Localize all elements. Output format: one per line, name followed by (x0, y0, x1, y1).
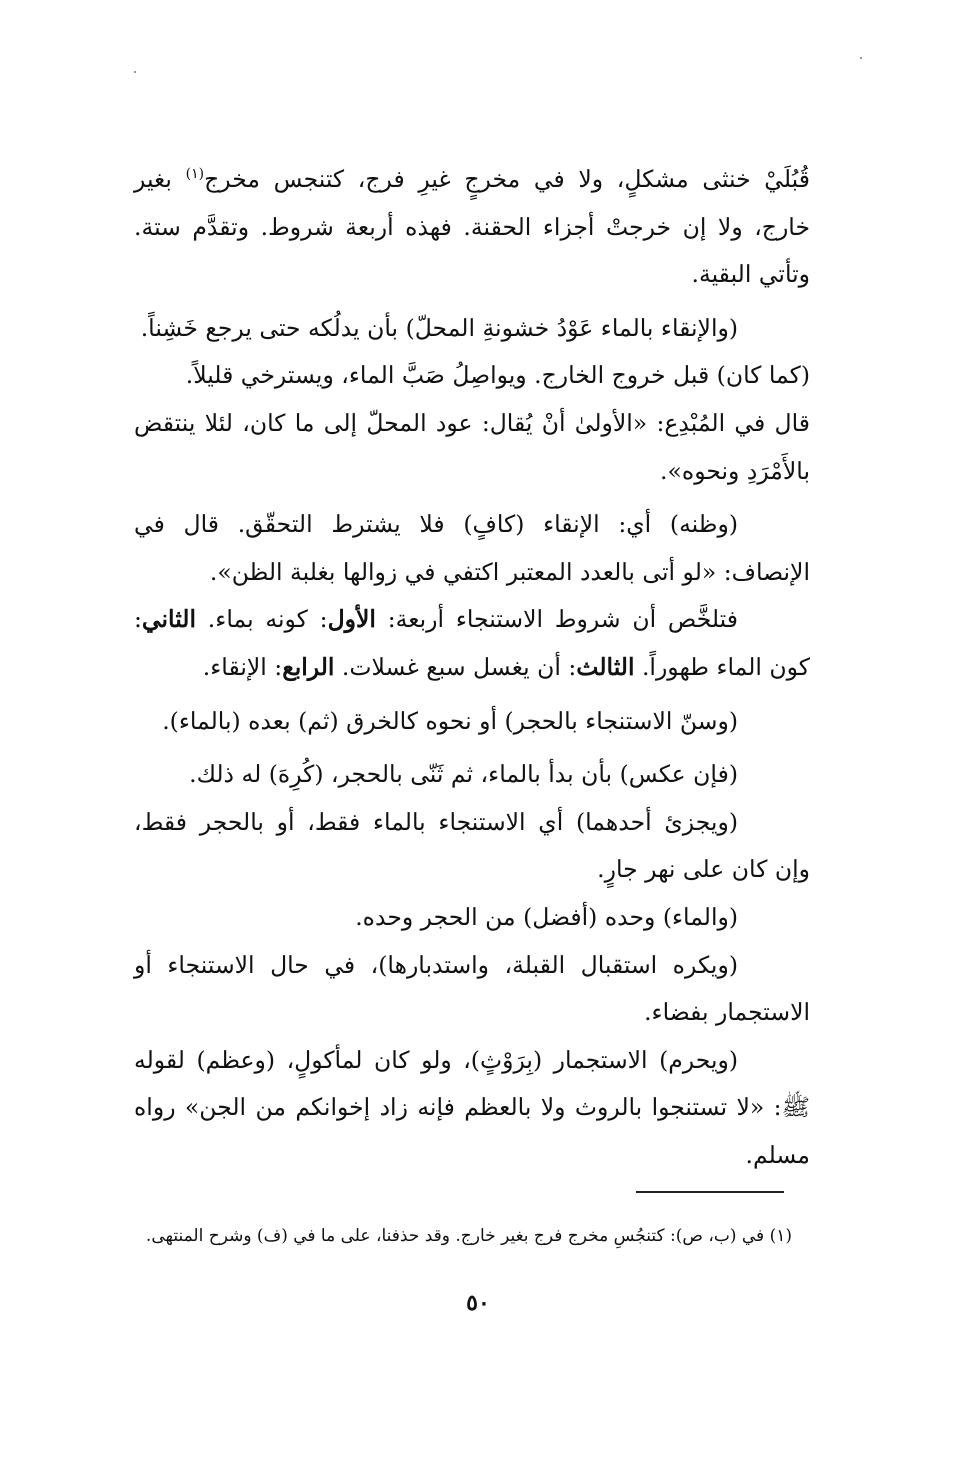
paragraph (134, 352, 810, 400)
paragraph-text: فتلخَّص أن شروط الاستنجاء أربعة: (375, 605, 738, 634)
footnote-reference: (١) (185, 166, 205, 183)
main-text (134, 156, 810, 1179)
paragraph-text: : كون الماء طهوراً. (134, 605, 810, 681)
paragraph-text: (ويحرم) الاستجمار (بِرَوْثٍ)، ولو كان لمأكولٍ، (وعظم) لقوله ﷺ: «لا تستنجوا بالروث ولا بالعظم فإنه زاد إخوانكم من الجن» رواه مسلم. (134, 1045, 810, 1169)
paragraph-text: قال في المُبْدِع: «الأولىٰ أنْ يُقال: عود المحلّ إلى ما كان، لئلا ينتقض بالأَمْرَدِ ونحوه». (134, 408, 810, 485)
paragraph-text: (وسنّ الاستنجاء بالحجر) أو نحوه كالخرق (ثم) بعده (بالماء). (162, 706, 738, 735)
paragraph-text: : أن يغسل سبع غسلات. (334, 652, 577, 681)
paragraph (134, 1037, 810, 1180)
paragraph-continuation (134, 156, 810, 299)
paragraph-text: بغير خارج، ولا إن خرجتْ أجزاء الحقنة. فهذه أربعة شروط. وتقدَّم ستة. وتأتي البقية. (134, 165, 810, 289)
paragraph-text: (فإن عكس) بأن بدأ بالماء، ثم ثَنّى بالحجر، (كُرِهَ) له ذلك. (189, 760, 738, 789)
paragraph-text: : كونه بماء. (196, 605, 328, 634)
paragraph (134, 894, 810, 942)
footnote: (١) في (ب، ص): كتنجُسِ مخرج فرج بغير خارج. وقد حذفنا، على ما في (ف) وشرح المنتهى. (145, 1226, 792, 1246)
page-number: ٥٠ (466, 1290, 490, 1316)
paragraph-text: : الإنقاء. (202, 652, 283, 681)
paragraph-text: (كما كان) قبل خروج الخارج. ويواصِلُ صَبَّ الماء، ويسترخي قليلاً. (185, 361, 810, 390)
bold-term: الثالث (576, 652, 635, 681)
paragraph-text: (ويكره استقبال القبلة، واستدبارها)، في حال الاستنجاء أو الاستجمار بفضاء. (134, 950, 810, 1027)
paragraph-text: (ويجزئ أحدهما) أي الاستنجاء بالماء فقط، أو بالحجر فقط، وإن كان على نهر جارٍ. (134, 807, 810, 884)
footnote-separator (636, 1191, 784, 1193)
paragraph-text: قُبُلَيْ خنثى مشكلٍ، ولا في مخرجٍ غيرِ فرج، كتنجس مخرج (204, 165, 810, 193)
paragraph-text: (وظنه) أي: الإنقاء (كافٍ) فلا يشترط التحقّق. قال في الإنصاف: «لو أتى بالعدد المعتبر اكتفي في زوالها بغلبة الظن». (134, 510, 810, 586)
paragraph (134, 501, 810, 596)
bold-term: الرابع (282, 652, 335, 681)
bold-term: الأول (327, 605, 376, 634)
paragraph (134, 400, 810, 495)
paragraph (134, 942, 810, 1037)
paragraph-text: (والماء) وحده (أفضل) من الحجر وحده. (355, 902, 738, 931)
scan-speck (134, 71, 136, 73)
paragraph (134, 596, 810, 691)
bold-term: الثاني (141, 605, 196, 634)
paragraph (134, 698, 810, 746)
paragraph (134, 751, 810, 799)
paragraph (134, 799, 810, 894)
scan-speck (860, 57, 862, 59)
paragraph (134, 305, 810, 353)
paragraph-text: (والإنقاء بالماء عَوْدُ خشونةِ المحلّ) بأن يدلُكه حتى يرجع خَشِناً. (140, 313, 738, 342)
